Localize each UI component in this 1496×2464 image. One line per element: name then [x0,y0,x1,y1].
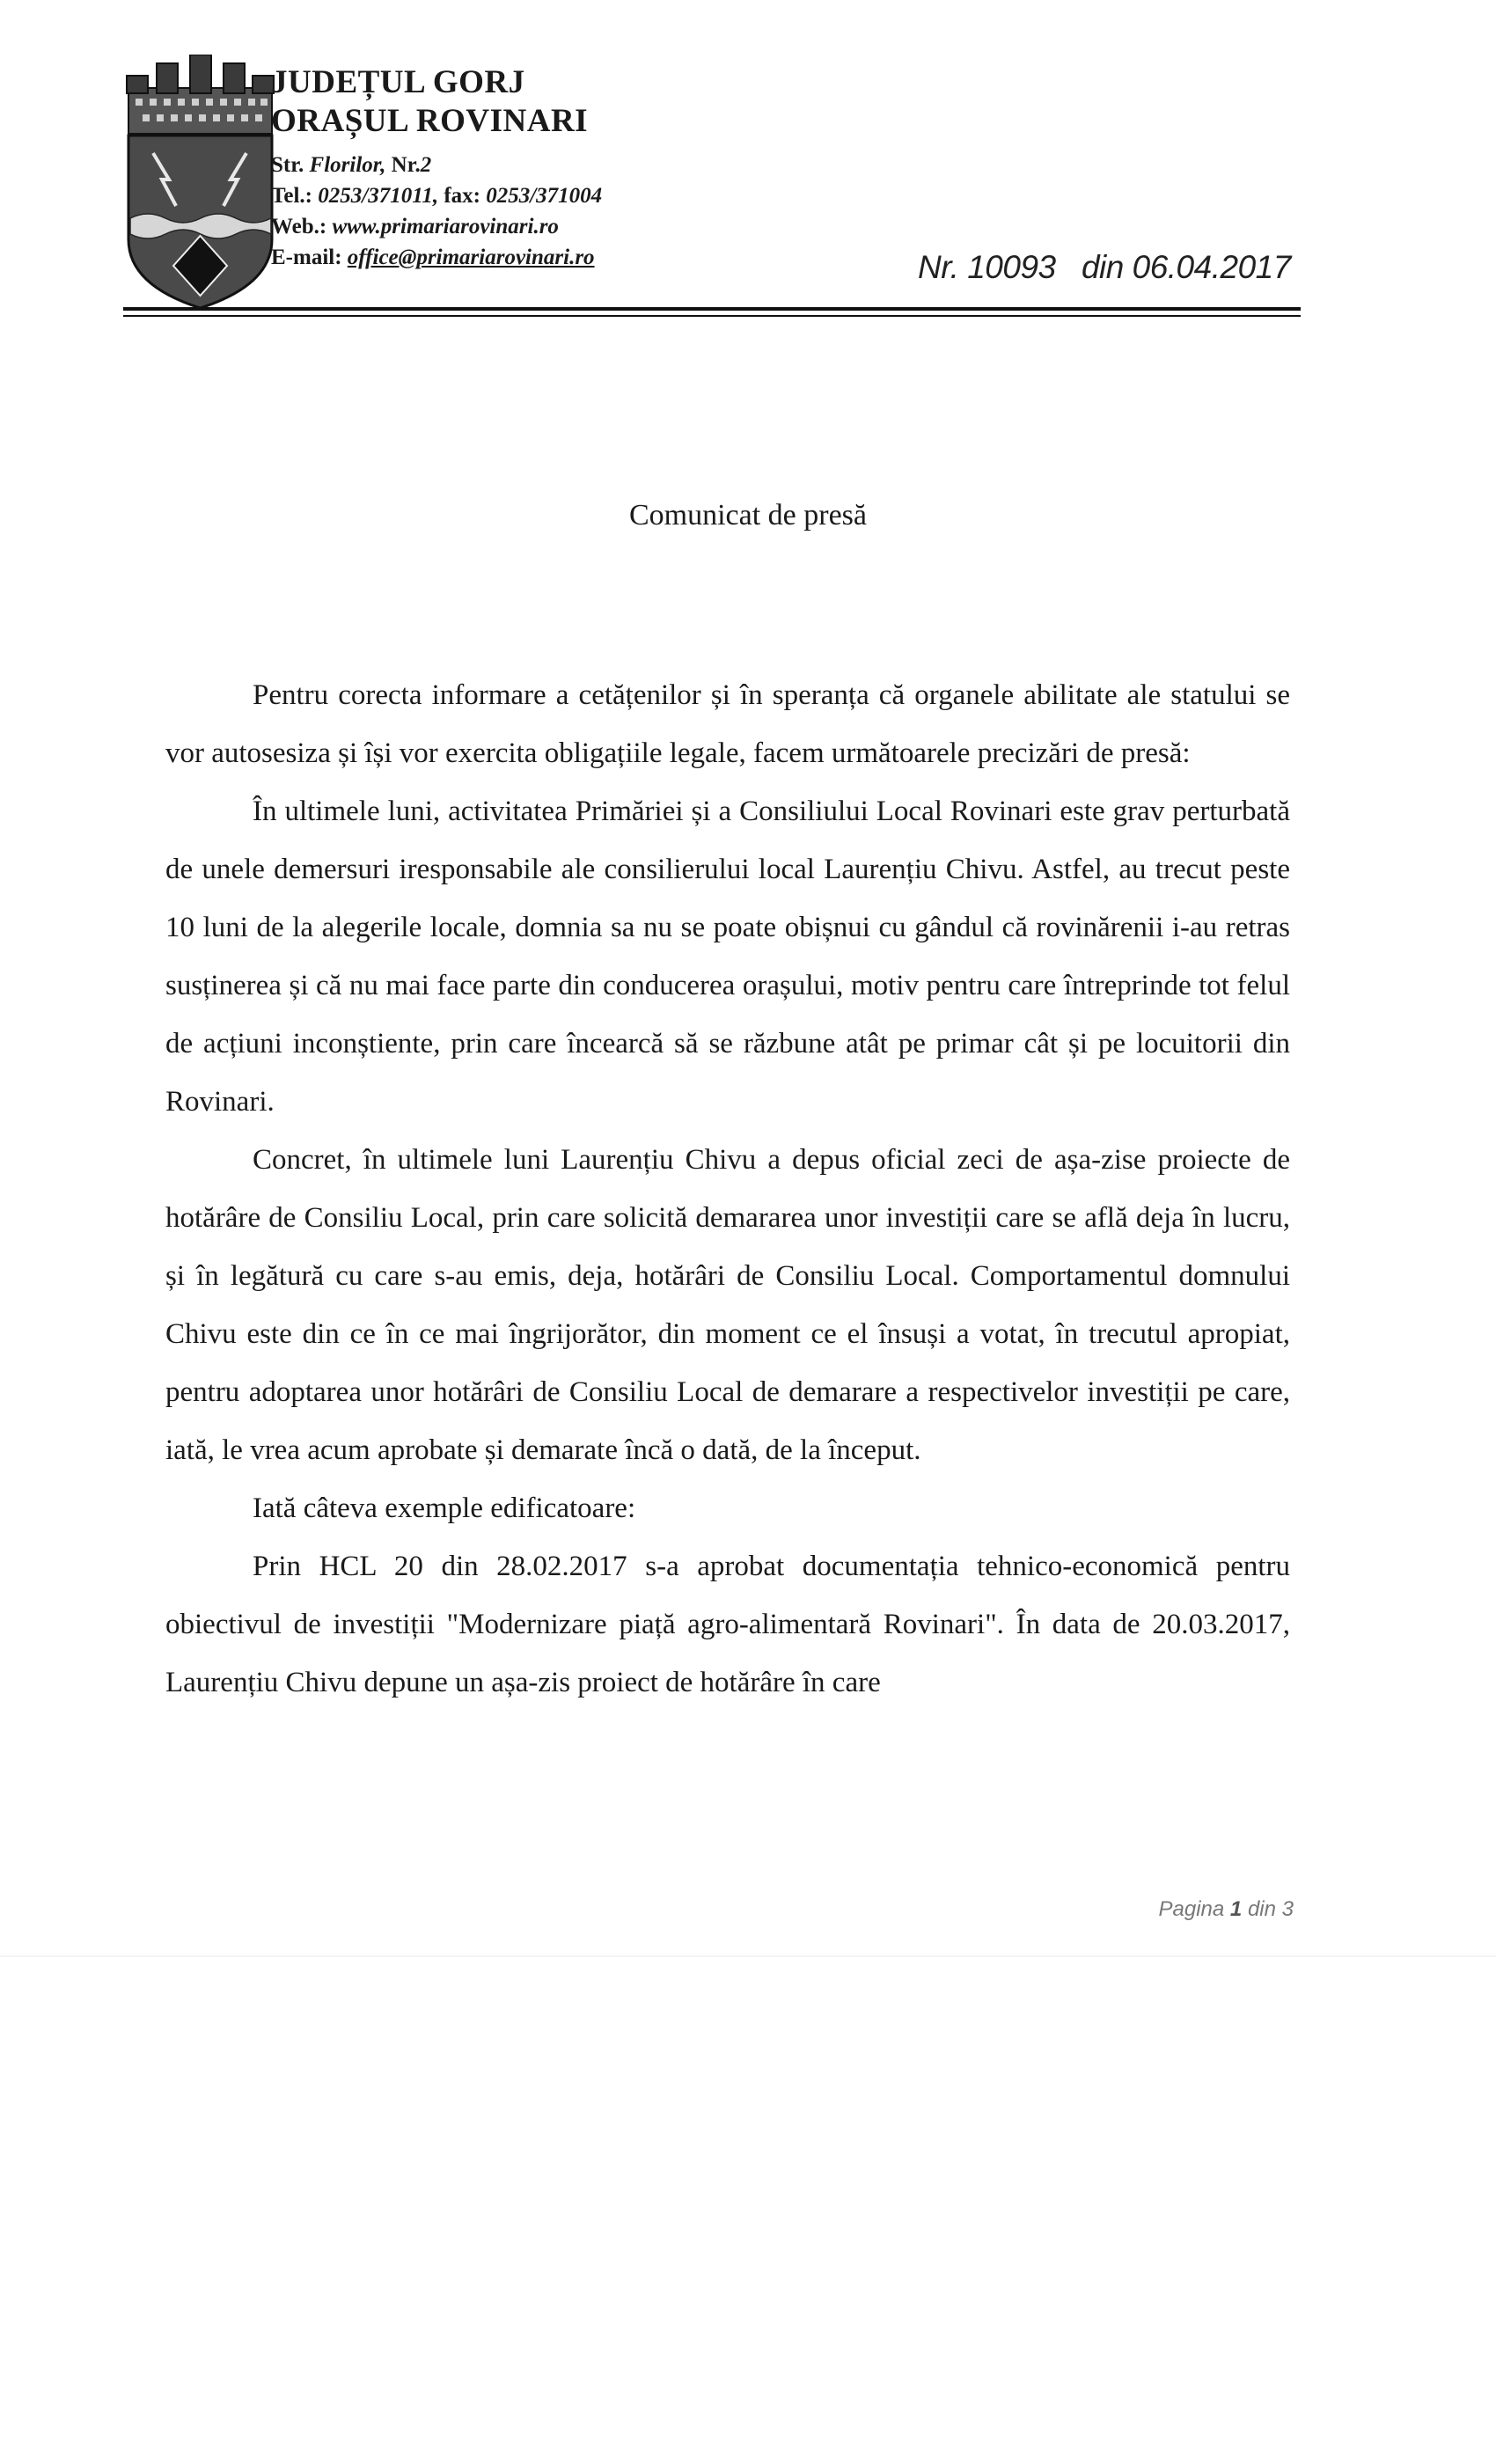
web-line [271,211,1151,242]
tel-value: 0253/371011, [318,184,439,208]
doc-number: Nr. 10093 [918,249,1056,285]
document-registration-number [918,249,1291,286]
coat-of-arms-icon [123,55,277,310]
doc-date: din 06.04.2017 [1081,249,1291,285]
email-link[interactable]: office@primariarovinari.ro [347,246,595,269]
address-number-label: Nr. [391,153,421,177]
page-total: din 3 [1247,1897,1294,1921]
town-name: ORAȘUL ROVINARI [271,103,589,139]
document-body [165,666,1290,1712]
tel-label: Tel.: [271,184,312,208]
phone-line [271,180,1151,211]
page-current: 1 [1229,1897,1243,1921]
paragraph: Pentru corecta informare a cetățenilor și în speranța că organele abilitate ale statului se vor autosesiza și își vor exercita obligațiile legale, facem următoarele precizări de presă: [165,679,1290,769]
scan-edge [0,1955,1496,1957]
web-label: Web.: [271,215,327,238]
email-label: E-mail: [271,246,342,269]
county-name: JUDEȚUL GORJ [271,64,525,100]
paragraph: Prin HCL 20 din 28.02.2017 s-a aprobat documentația tehnico-economică pentru obiectivul de investiții "Modernizare piață agro-alimentară Rovinari". În data de 20.03.2017, Laurențiu Chivu depune un așa-zis proiect de hotărâre în care [165,1551,1290,1698]
page-number [1153,1897,1294,1922]
address-number: 2 [420,153,432,177]
fax-value: 0253/371004 [486,184,603,208]
address-street: Florilor, [309,153,386,177]
web-link[interactable]: www.primariarovinari.ro [332,215,559,238]
address-line [271,150,1151,180]
paragraph: Concret, în ultimele luni Laurențiu Chivu a depus oficial zeci de așa-zise proiecte de hotărâre de Consiliu Local, prin care solicită demararea unor investiții care se află deja în lucru, și în legătură cu care s-au emis, deja, hotărâri de Consiliu Local. Comportamentul domnului Chivu este din ce în ce mai îngrijorător, din moment ce el însuși a votat, în trecutul apropiat, pentru adoptarea unor hotărâri de Consiliu Local de demarare a respectivelor investiții pe care, iată, le vrea acum aprobate și demarate încă o dată, de la început. [165,1144,1290,1466]
paragraph: Iată câteva exemple edificatoare: [253,1492,636,1524]
header-divider-thick [123,307,1301,311]
paragraph: În ultimele luni, activitatea Primăriei și a Consiliului Local Rovinari este grav perturbată de unele demersuri iresponsabile ale consilierului local Laurențiu Chivu. Astfel, au trecut peste 10 luni de la alegerile locale, domnia sa nu se poate obișnui cu gândul că rovinărenii i-au retras susținerea și că nu mai face parte din conducerea orașului, motiv pentru care întreprinde tot felul de acțiuni inconștiente, prin care încearcă să se răzbune atât pe primar cât și pe locuitorii din Rovinari. [165,796,1290,1118]
letterhead [271,63,1151,273]
address-label: Str. [271,153,304,177]
document-title: Comunicat de presă [628,499,868,532]
page-label: Pagina [1158,1897,1225,1921]
header-divider-thin [123,315,1301,317]
fax-label: fax: [444,184,480,208]
